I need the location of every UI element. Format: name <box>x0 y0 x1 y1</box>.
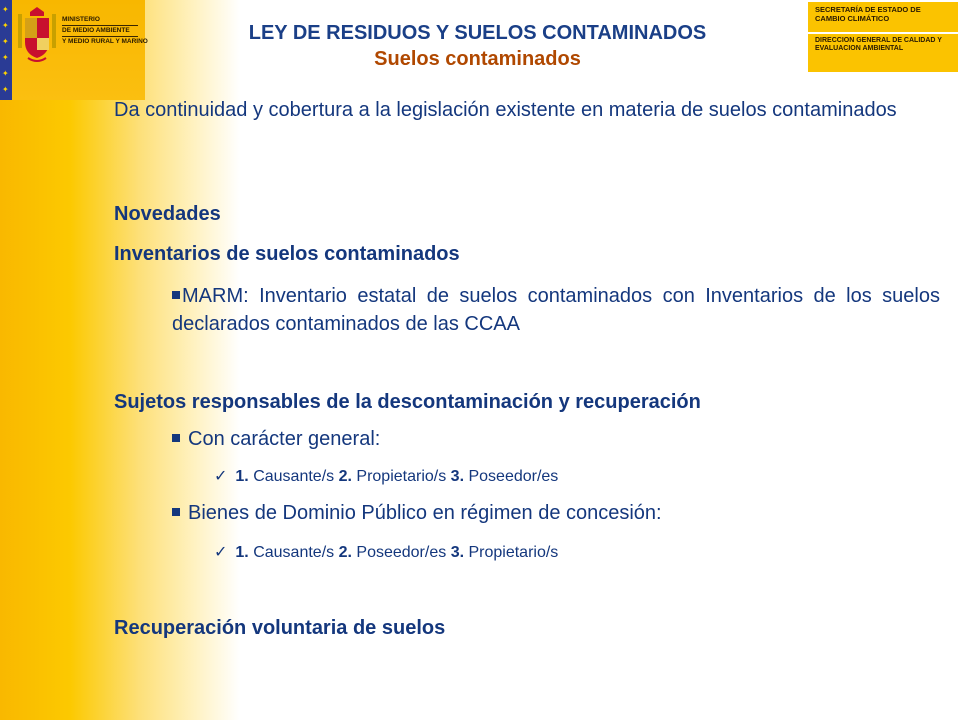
order-number: 3. <box>450 544 465 561</box>
square-bullet-icon <box>172 508 180 516</box>
coat-of-arms-icon <box>16 6 58 66</box>
ministry-line: DE MEDIO AMBIENTE <box>62 27 130 34</box>
inventarios-heading: Inventarios de suelos contaminados <box>114 243 460 265</box>
page-title: LEY DE RESIDUOS Y SUELOS CONTAMINADOS <box>248 22 707 44</box>
direccion-box: DIRECCION GENERAL DE CALIDAD Y EVALUACION AMBIENTAL <box>808 34 958 72</box>
order-number: 2. <box>338 544 352 561</box>
ministry-logo <box>0 0 148 100</box>
ministry-name <box>62 16 148 46</box>
checkmark-icon: ✓ <box>214 468 228 485</box>
bienes-order-item <box>214 542 558 564</box>
order-number: 1. <box>235 468 249 485</box>
ministry-line: MINISTERIO <box>62 16 100 23</box>
order-role: Poseedor/es <box>468 468 559 485</box>
order-number: 1. <box>235 544 249 561</box>
ministry-line: Y MEDIO RURAL Y MARINO <box>62 38 148 45</box>
order-role: Propietario/s <box>356 468 447 485</box>
order-number: 3. <box>450 468 465 485</box>
page-subtitle: Suelos contaminados <box>374 48 581 70</box>
general-bullet <box>172 426 380 452</box>
bienes-label: Bienes de Dominio Público en régimen de concesión: <box>188 502 662 524</box>
checkmark-icon: ✓ <box>214 544 228 561</box>
ministry-divider <box>62 25 138 26</box>
order-number: 2. <box>338 468 352 485</box>
eu-flag-icon: ✦ ✦ ✦ ✦ ✦ ✦ <box>0 0 12 100</box>
order-role: Propietario/s <box>468 544 559 561</box>
square-bullet-icon <box>172 434 180 442</box>
sujetos-heading: Sujetos responsables de la descontaminación y recuperación <box>114 391 701 413</box>
marm-text: MARM: Inventario estatal de suelos contaminados con Inventarios de los suelos declarados contaminados de las CCAA <box>172 285 940 335</box>
general-order-item <box>214 466 558 488</box>
marm-bullet <box>172 282 940 338</box>
order-role: Causante/s <box>253 468 335 485</box>
secretaria-box: SECRETARÍA DE ESTADO DE CAMBIO CLIMÁTICO <box>808 2 958 32</box>
recuperacion-heading: Recuperación voluntaria de suelos <box>114 617 446 639</box>
ministry-divider <box>62 36 138 37</box>
bienes-bullet <box>172 500 662 526</box>
order-role: Poseedor/es <box>356 544 447 561</box>
intro-paragraph: Da continuidad y cobertura a la legislación existente en materia de suelos contaminados <box>114 99 897 121</box>
order-role: Causante/s <box>253 544 335 561</box>
novedades-heading: Novedades <box>114 203 221 225</box>
square-bullet-icon <box>172 291 180 299</box>
general-label: Con carácter general: <box>188 428 381 450</box>
